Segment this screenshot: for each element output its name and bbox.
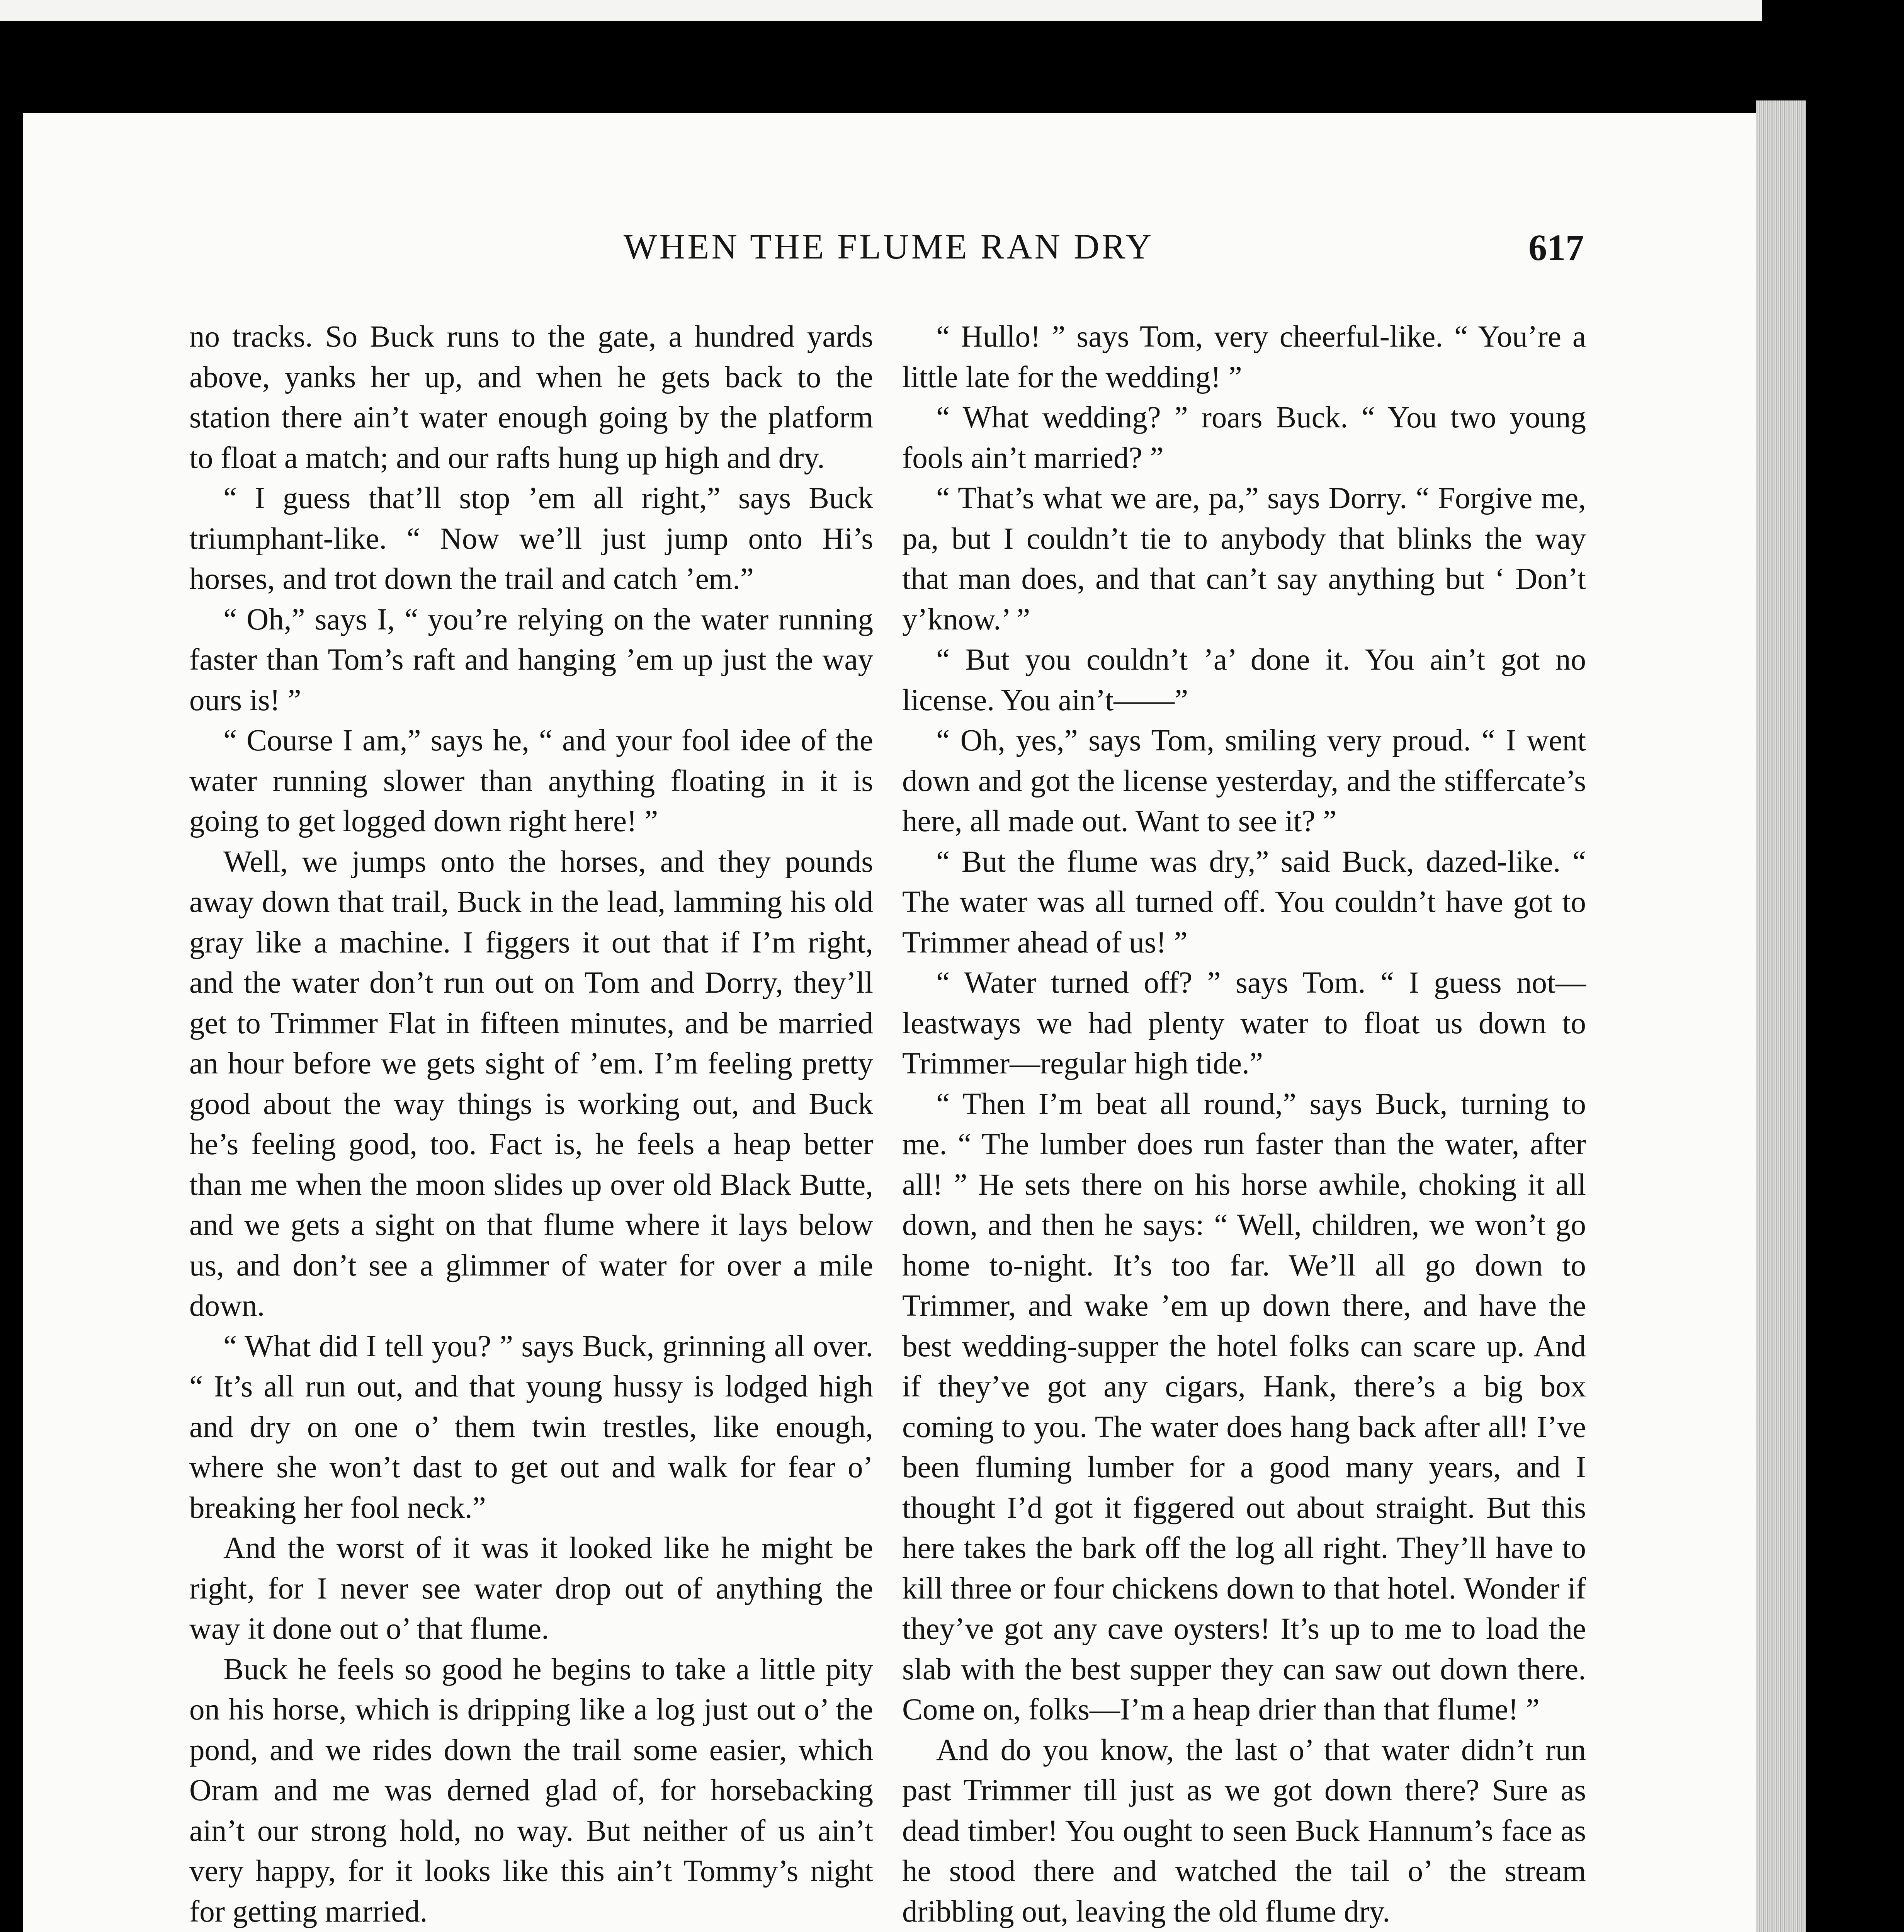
paragraph bbox=[902, 721, 1586, 842]
paragraph bbox=[189, 842, 873, 1327]
paragraph bbox=[189, 721, 873, 842]
paragraph bbox=[902, 842, 1586, 963]
right-text-column bbox=[902, 317, 1586, 1932]
paragraph bbox=[189, 1327, 873, 1529]
running-title: WHEN THE FLUME RAN DRY bbox=[623, 227, 1154, 266]
previous-page-edge bbox=[0, 0, 1762, 21]
paragraph bbox=[902, 317, 1586, 398]
paragraph bbox=[189, 600, 873, 721]
paragraph-text: “ What wedding? ” roars Buck. “ You two young fools ain’t married? ” bbox=[902, 401, 1586, 475]
paragraph bbox=[902, 478, 1586, 640]
paragraph-text: “ Water turned off? ” says Tom. “ I guess not—leastways we had plenty water to float us down to Trimmer—regular high tide.” bbox=[902, 966, 1586, 1080]
paragraph bbox=[902, 1730, 1586, 1932]
paragraph-text: “ Course I am,” says he, “ and your fool idee of the water running slower than anything floating in it is going to get logged down right here! ” bbox=[189, 724, 873, 838]
paragraph-text: And do you know, the last o’ that water didn’t run past Trimmer till just as we got down there? Sure as dead timber! You ought to seen Buck Hannum’s face as he stood there and watched the tail o’ the stream dribbling out, leaving the old flume dry. bbox=[902, 1733, 1586, 1929]
paragraph-text: Buck he feels so good he begins to take a little pity on his horse, which is dripping like a log just out o’ the pond, and we rides down the trail some easier, which Oram and me was derned glad of, for horsebacking ain’t our strong hold, no way. But neither of us ain’t very happy, for it looks like this ain’t Tommy’s night for getting married. bbox=[189, 1652, 873, 1929]
paragraph-text: “ I guess that’ll stop ’em all right,” says Buck triumphant-like. “ Now we’ll just jump onto Hi’s horses, and trot down the trail and catch ’em.” bbox=[189, 481, 873, 596]
paragraph bbox=[189, 1650, 873, 1932]
paragraph bbox=[902, 1084, 1586, 1730]
paragraph-text: “ Then I’m beat all round,” says Buck, turning to me. “ The lumber does run faster than the water, after all! ” He sets there on his horse awhile, choking it all down, and then he says: “ Well, children, we won’t go home to-night. It’s too far. We’ll all go down to Trimmer, and wake ’em up down there, and have the best wedding-supper the hotel folks can scare up. And if they’ve got any cigars, Hank, there’s a big box coming to you. The water does hang back after all! I’ve been fluming lumber for a good many years, and I thought I’d got it figgered out about straight. But this here takes the bark off the log all right. They’ll have to kill three or four chickens down to that hotel. Wonder if they’ve got any cave oysters! It’s up to me to load the slab with the best supper they can saw out down there. Come on, folks—I’m a heap drier than that flume! ” bbox=[902, 1087, 1586, 1726]
page-number: 617 bbox=[1528, 227, 1584, 268]
paragraph bbox=[189, 1528, 873, 1650]
paragraph bbox=[189, 317, 873, 478]
paragraph-text: “ But the flume was dry,” said Buck, dazed-like. “ The water was all turned off. You couldn’t have got to Trimmer ahead of us! ” bbox=[902, 845, 1586, 959]
paragraph-text: “ That’s what we are, pa,” says Dorry. “ Forgive me, pa, but I couldn’t tie to anybody that blinks the way that man does, and that can’t say anything but ‘ Don’t y’know.’ ” bbox=[902, 481, 1586, 636]
paragraph-text: “ Hullo! ” says Tom, very cheerful-like. “ You’re a little late for the wedding! ” bbox=[902, 320, 1586, 394]
paragraph-text: Well, we jumps onto the horses, and they pounds away down that trail, Buck in the lead, lamming his old gray like a machine. I figgers it out that if I’m right, and the water don’t run out on Tom and Dorry, they’ll get to Trimmer Flat in fifteen minutes, and be married an hour before we gets sight of ’em. I’m feeling pretty good about the way things is working out, and Buck he’s feeling good, too. Fact is, he feels a heap better than me when the moon slides up over old Black Butte, and we gets a sight on that flume where it lays below us, and don’t see a glimmer of water for over a mile down. bbox=[189, 845, 873, 1323]
paragraph-text: no tracks. So Buck runs to the gate, a hundred yards above, yanks her up, and when he gets back to the station there ain’t water enough going by the platform to float a match; and our rafts hung up high and dry. bbox=[189, 320, 873, 475]
paragraph bbox=[902, 398, 1586, 478]
paragraph-text: “ Oh, yes,” says Tom, smiling very proud. “ I went down and got the license yesterday, and the stiffercate’s here, all made out. Want to see it? ” bbox=[902, 724, 1586, 838]
paragraph bbox=[902, 963, 1586, 1084]
paragraph-text: “ But you couldn’t ’a’ done it. You ain’t got no license. You ain’t——” bbox=[902, 643, 1586, 717]
left-text-column bbox=[189, 317, 873, 1932]
paragraph bbox=[189, 478, 873, 600]
paragraph-text: “ What did I tell you? ” says Buck, grinning all over. “ It’s all run out, and that young hussy is lodged high and dry on one o’ them twin trestles, like enough, where she won’t dast to get out and walk for fear o’ breaking her fool neck.” bbox=[189, 1329, 873, 1525]
paragraph-text: “ Oh,” says I, “ you’re relying on the water running faster than Tom’s raft and hanging ’em up just the way ours is! ” bbox=[189, 602, 873, 717]
book-binding-edge bbox=[1756, 100, 1806, 1932]
paragraph-text: And the worst of it was it looked like he might be right, for I never see water drop out of anything the way it done out o’ that flume. bbox=[189, 1531, 873, 1646]
paragraph bbox=[902, 640, 1586, 721]
